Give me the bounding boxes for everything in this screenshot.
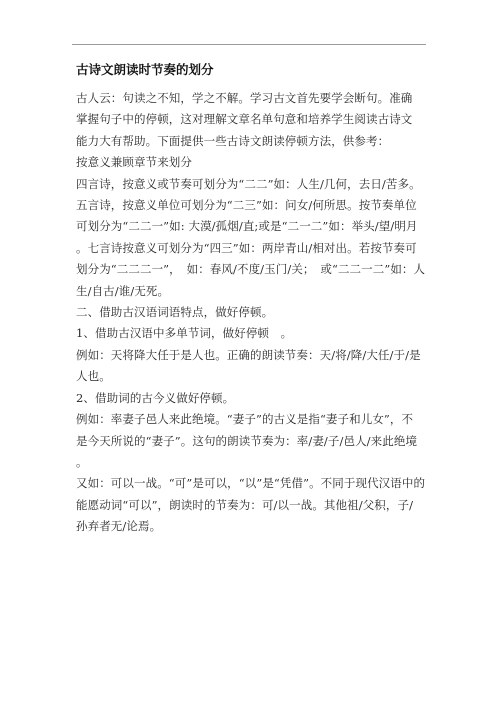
text-line: 。: [76, 454, 88, 469]
text-line: 是今天所说的“妻子”。这句的朗读节奏为：率/妻/子/邑人/来此绝境: [76, 433, 418, 448]
document-body: [76, 62, 426, 538]
document-title: 古诗文朗读时节奏的划分: [76, 62, 214, 77]
text-line: 。七言诗按意义可划分为“四三”如：两岸青山/相对出。若按节奏可: [76, 240, 417, 255]
text-line: 例如：天将降大任于是人也。正确的朗读节奏：天/将/降/大任/于/是: [76, 347, 421, 362]
text-line: 能愿动词“可以”，朗读时的节奏为：可/以一战。其他祖/父积，子/: [76, 497, 414, 512]
text-line: 五言诗，按意义单位可划分为“二三”如：问女/何所思。按节奏单位: [76, 198, 417, 213]
text-line: 人也。: [76, 369, 111, 384]
text-line: 可划分为“二二一”如: 大漠/孤烟/直;或是“二一二”如：举头/望/明月: [76, 219, 418, 234]
subsection-heading: 1、借助古汉语中多单节词，做好停顿 。: [76, 326, 293, 341]
text-line: 孙弃者无/论焉。: [76, 519, 162, 534]
text-line: 古人云：句读之不知，学之不解。学习古文首先要学会断句。准确: [76, 91, 413, 105]
text-line: 四言诗，按意义或节奏可划分为“二二”如：人生/几何，去日/苦多。: [76, 176, 421, 191]
text-line: 划分为“二二二一”， 如：春风/不度/玉门/关； 或“二二一二”如：人: [76, 262, 426, 277]
text-line: 生/自古/谁/无死。: [76, 283, 170, 298]
section-heading: 二、借助古汉语词语特点，做好停顿。: [76, 305, 274, 320]
text-line: 能力大有帮助。下面提供一些古诗文朗读停顿方法，供参考：: [76, 133, 390, 148]
text-line: 掌握句子中的停顿，这对理解文章名单句意和培养学生阅读古诗文: [76, 112, 413, 127]
text-line: 按意义兼顾章节来划分: [76, 155, 192, 170]
subsection-heading: 2、借助词的古今义做好停顿。: [76, 390, 235, 405]
header-rule: [72, 44, 426, 45]
text-line: 例如：率妻子邑人来此绝境。“妻子”的古义是指“妻子和儿女”，不: [76, 412, 414, 427]
text-line: 又如：可以一战。“可”是可以，“以”是“凭借”。不同于现代汉语中的: [76, 476, 426, 491]
